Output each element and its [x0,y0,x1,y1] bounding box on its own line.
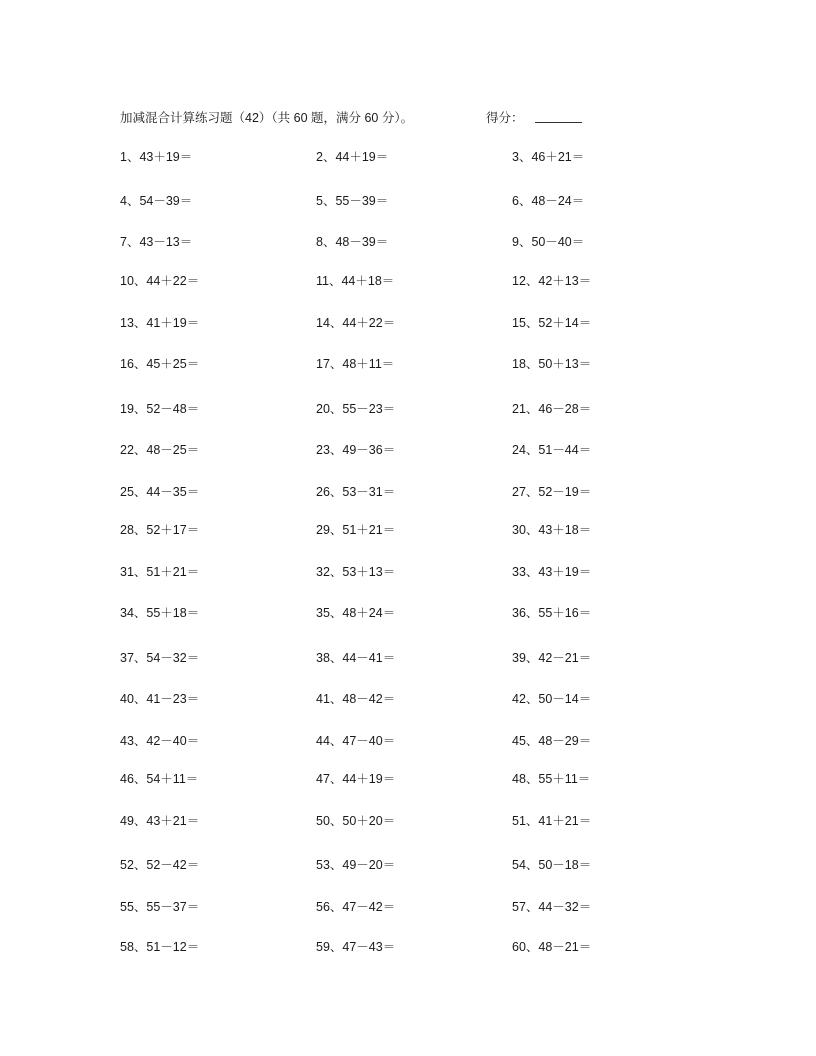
problem-item: 53、49－20＝ [316,858,396,872]
problem-item: 4、54－39＝ [120,194,193,208]
problem-item: 19、52－48＝ [120,402,200,416]
problem-item: 2、44＋19＝ [316,150,389,164]
problem-item: 24、51－44＝ [512,443,592,457]
problem-item: 34、55＋18＝ [120,606,200,620]
problem-item: 28、52＋17＝ [120,523,200,537]
problem-item: 39、42－21＝ [512,651,592,665]
problem-item: 21、46－28＝ [512,402,592,416]
problem-item: 17、48＋11＝ [316,357,395,371]
problem-item: 46、54＋11＝ [120,772,199,786]
problem-item: 38、44－41＝ [316,651,396,665]
problem-item: 23、49－36＝ [316,443,396,457]
problem-item: 25、44－35＝ [120,485,200,499]
problem-item: 11、44＋18＝ [316,274,395,288]
problem-item: 14、44＋22＝ [316,316,396,330]
problem-item: 42、50－14＝ [512,692,592,706]
problem-item: 29、51＋21＝ [316,523,396,537]
problem-item: 12、42＋13＝ [512,274,592,288]
problem-item: 47、44＋19＝ [316,772,396,786]
problem-item: 60、48－21＝ [512,940,592,954]
problem-item: 45、48－29＝ [512,734,592,748]
problem-item: 36、55＋16＝ [512,606,592,620]
problem-item: 57、44－32＝ [512,900,592,914]
problem-item: 31、51＋21＝ [120,565,200,579]
problem-item: 33、43＋19＝ [512,565,592,579]
problem-item: 44、47－40＝ [316,734,396,748]
worksheet-title: 加减混合计算练习题（42）（共 60 题，满分 60 分）。 [120,111,414,125]
problem-item: 51、41＋21＝ [512,814,592,828]
problem-item: 50、50＋20＝ [316,814,396,828]
problem-item: 15、52＋14＝ [512,316,592,330]
problem-item: 59、47－43＝ [316,940,396,954]
problem-item: 32、53＋13＝ [316,565,396,579]
problem-item: 35、48＋24＝ [316,606,396,620]
problem-item: 27、52－19＝ [512,485,592,499]
problem-item: 22、48－25＝ [120,443,200,457]
problem-item: 10、44＋22＝ [120,274,200,288]
problem-item: 26、53－31＝ [316,485,396,499]
problem-item: 1、43＋19＝ [120,150,193,164]
problem-item: 3、46＋21＝ [512,150,585,164]
problem-item: 52、52－42＝ [120,858,200,872]
problem-item: 16、45＋25＝ [120,357,200,371]
problem-item: 30、43＋18＝ [512,523,592,537]
problem-item: 41、48－42＝ [316,692,396,706]
problem-item: 20、55－23＝ [316,402,396,416]
problem-item: 7、43－13＝ [120,235,193,249]
problem-item: 54、50－18＝ [512,858,592,872]
problem-item: 18、50＋13＝ [512,357,592,371]
problem-item: 58、51－12＝ [120,940,200,954]
score-label: 得分： [486,111,524,125]
problem-item: 49、43＋21＝ [120,814,200,828]
problem-item: 8、48－39＝ [316,235,389,249]
problem-item: 5、55－39＝ [316,194,389,208]
problem-item: 37、54－32＝ [120,651,200,665]
problem-item: 55、55－37＝ [120,900,200,914]
problem-item: 9、50－40＝ [512,235,585,249]
problem-item: 56、47－42＝ [316,900,396,914]
problem-item: 43、42－40＝ [120,734,200,748]
problem-item: 13、41＋19＝ [120,316,200,330]
problem-item: 40、41－23＝ [120,692,200,706]
problem-item: 48、55＋11＝ [512,772,591,786]
problem-item: 6、48－24＝ [512,194,585,208]
